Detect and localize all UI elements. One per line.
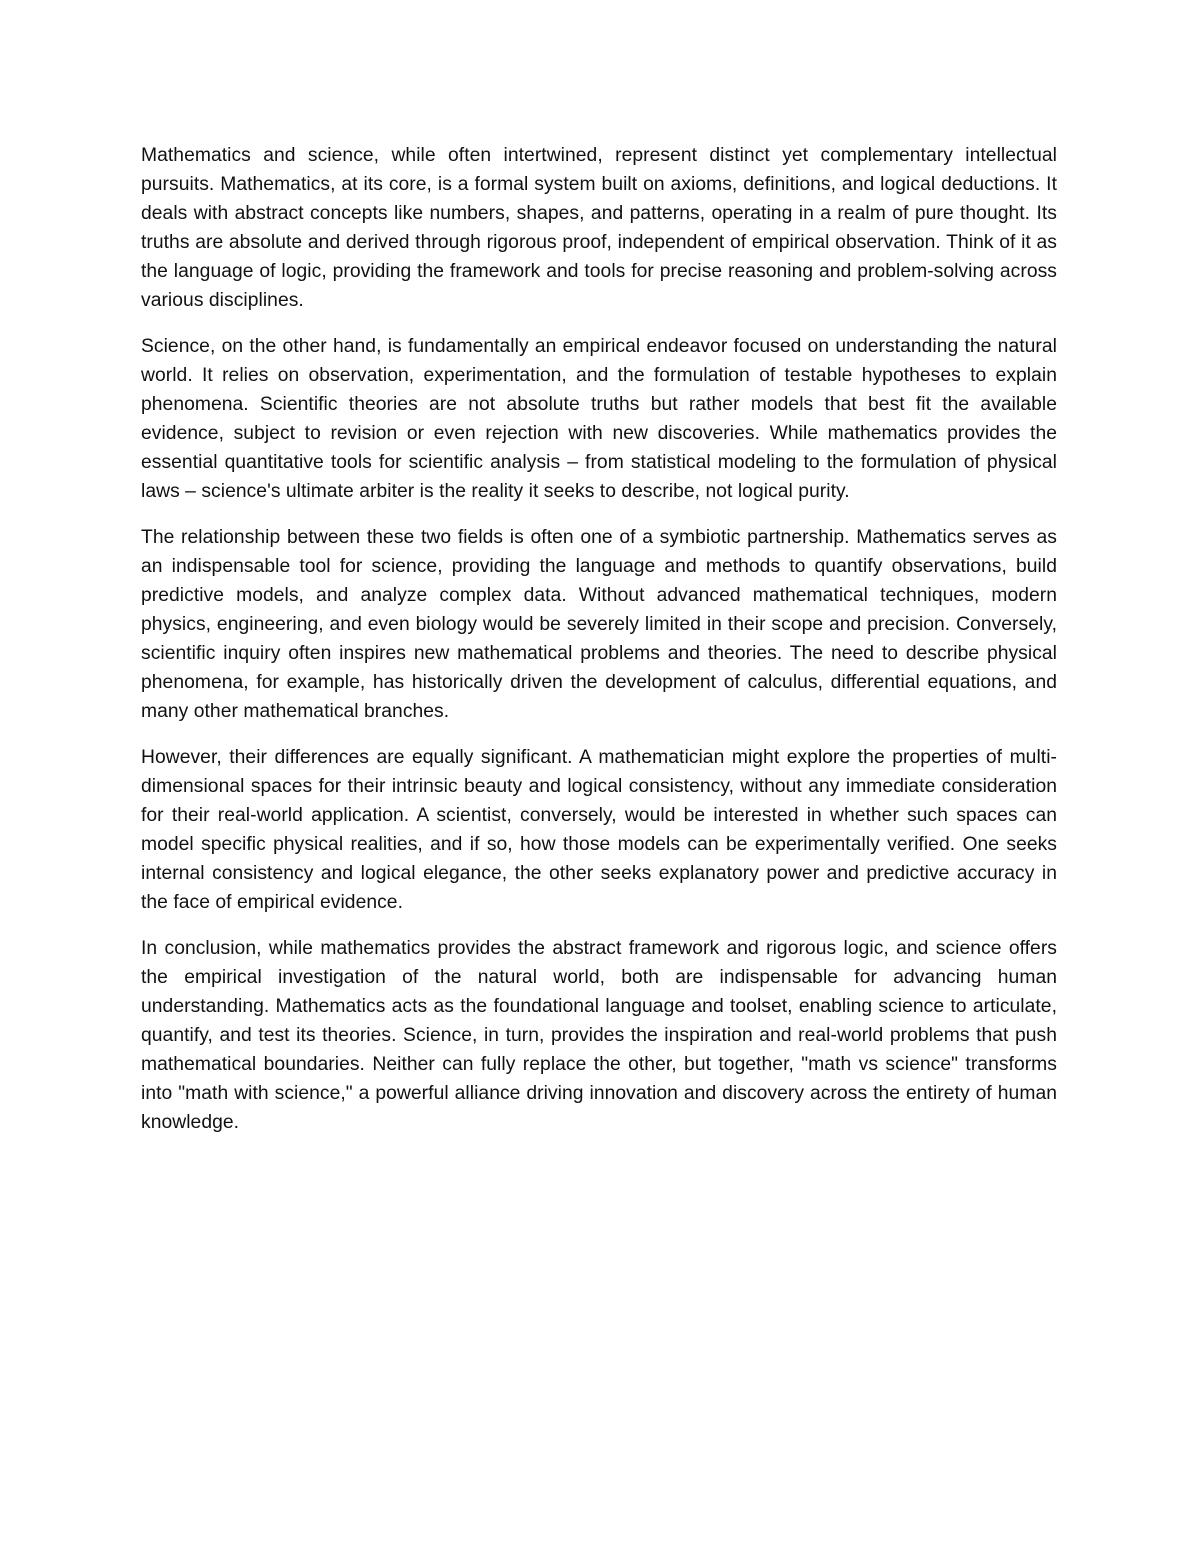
paragraph-intro: Mathematics and science, while often intertwined, represent distinct yet complementary intellectual pursuits. Mathematics, at its core, is a formal system built on axioms, definitions, and logical deductions. It deals with abstract concepts like numbers, shapes, and patterns, operating in a realm of pure thought. Its truths are absolute and derived through rigorous proof, independent of empirical observation. Think of it as the language of logic, providing the framework and tools for precise reasoning and problem-solving across various disciplines. [141, 145, 1057, 311]
paragraph-differences: However, their differences are equally significant. A mathematician might explore the properties of multi-dimensional spaces for their intrinsic beauty and logical consistency, without any immediate consideration for their real-world application. A scientist, conversely, would be interested in whether such spaces can model specific physical realities, and if so, how those models can be experimentally verified. One seeks internal consistency and logical elegance, the other seeks explanatory power and predictive accuracy in the face of empirical evidence. [141, 747, 1057, 913]
paragraph-science: Science, on the other hand, is fundamentally an empirical endeavor focused on understanding the natural world. It relies on observation, experimentation, and the formulation of testable hypotheses to explain phenomena. Scientific theories are not absolute truths but rather models that best fit the available evidence, subject to revision or even rejection with new discoveries. While mathematics provides the essential quantitative tools for scientific analysis – from statistical modeling to the formulation of physical laws – science's ultimate arbiter is the reality it seeks to describe, not logical purity. [141, 336, 1057, 502]
paragraph-conclusion: In conclusion, while mathematics provides the abstract framework and rigorous logic, and science offers the empirical investigation of the natural world, both are indispensable for advancing human understanding. Mathematics acts as the foundational language and toolset, enabling science to articulate, quantify, and test its theories. Science, in turn, provides the inspiration and real-world problems that push mathematical boundaries. Neither can fully replace the other, but together, "math vs science" transforms into "math with science," a powerful alliance driving innovation and discovery across the entirety of human knowledge. [141, 938, 1057, 1133]
paragraph-relationship: The relationship between these two fields is often one of a symbiotic partnership. Mathematics serves as an indispensable tool for science, providing the language and methods to quantify observations, build predictive models, and analyze complex data. Without advanced mathematical techniques, modern physics, engineering, and even biology would be severely limited in their scope and precision. Conversely, scientific inquiry often inspires new mathematical problems and theories. The need to describe physical phenomena, for example, has historically driven the development of calculus, differential equations, and many other mathematical branches. [141, 527, 1057, 722]
document-body [141, 141, 1057, 1137]
